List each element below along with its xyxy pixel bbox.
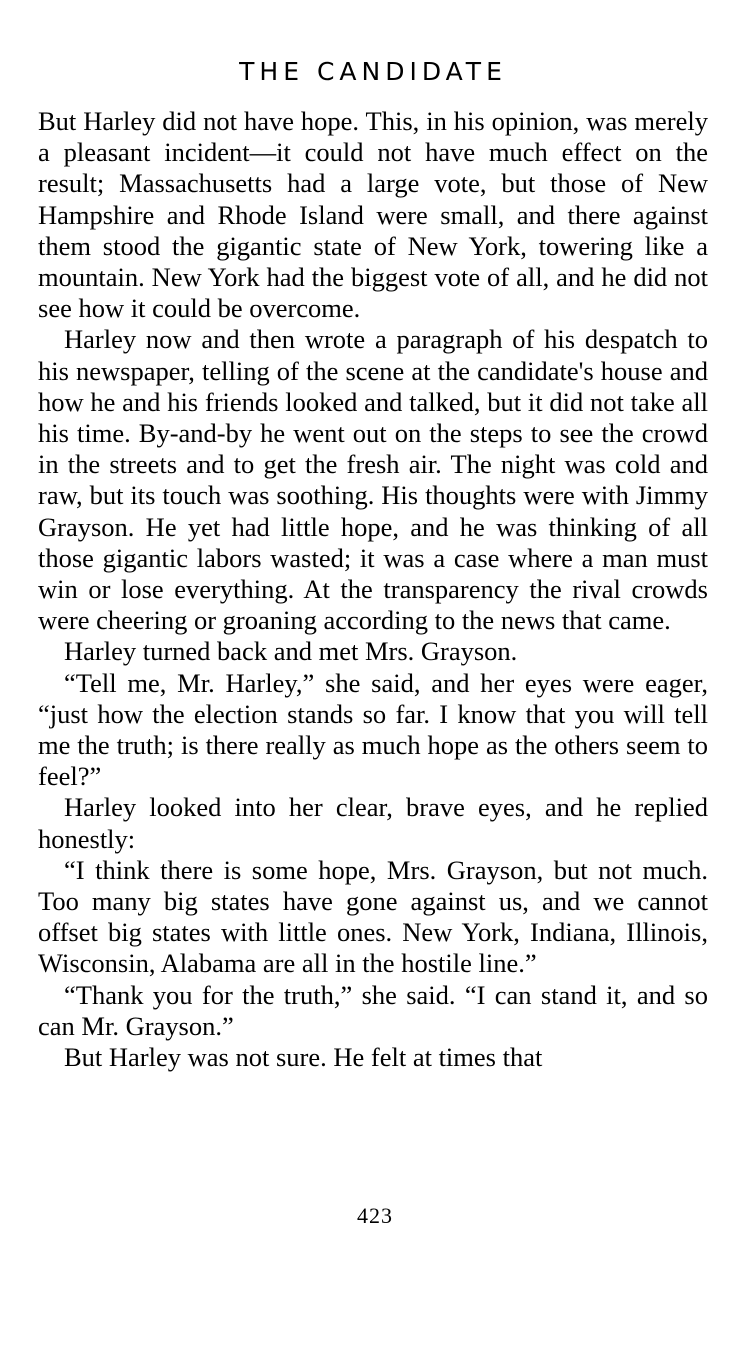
paragraph: Harley now and then wrote a paragraph of his despatch to his newspaper, telling of the scene at the candidate's house and how he and his friends looked and talked, but it did not take all his time. By-and-by he went out on the steps to see the crowd in the streets and to get the fresh air. The night was cold and raw, but its touch was soothing. His thoughts were with Jimmy Grayson. He yet had little hope, and he was thinking of all those gigantic labors wasted; it was a case where a man must win or lose everything. At the transparency the rival crowds were cheering or groaning according to the news that came. (38, 324, 708, 636)
running-title: THE CANDIDATE (239, 57, 507, 86)
paragraph: But Harley was not sure. He felt at times that (64, 1042, 543, 1073)
paragraph: “Thank you for the truth,” she said. “I can stand it, and so can Mr. Grayson.” (38, 979, 708, 1041)
paragraph: Harley looked into her clear, brave eyes, and he replied honestly: (38, 792, 708, 854)
paragraph: “Tell me, Mr. Harley,” she said, and her eyes were eager, “just how the election stands so far. I know that you will tell me the truth; is there really as much hope as the others seem to feel?” (38, 667, 708, 792)
book-page (38, 52, 708, 1073)
paragraph: Harley turned back and met Mrs. Grayson. (64, 636, 518, 667)
page-number: 423 (357, 1203, 393, 1228)
paragraph: But Harley did not have hope. This, in his opinion, was merely a pleasant incident—it could not have much effect on the result; Massachusetts had a large vote, but those of New Hampshire and Rhode Island were small, and there against them stood the gigantic state of New York, towering like a mountain. New York had the biggest vote of all, and he did not see how it could be overcome. (38, 106, 708, 324)
paragraph: “I think there is some hope, Mrs. Grayson, but not much. Too many big states have gone against us, and we cannot offset big states with little ones. New York, Indiana, Illinois, Wisconsin, Alabama are all in the hostile line.” (38, 854, 708, 979)
body-text (38, 106, 708, 1073)
